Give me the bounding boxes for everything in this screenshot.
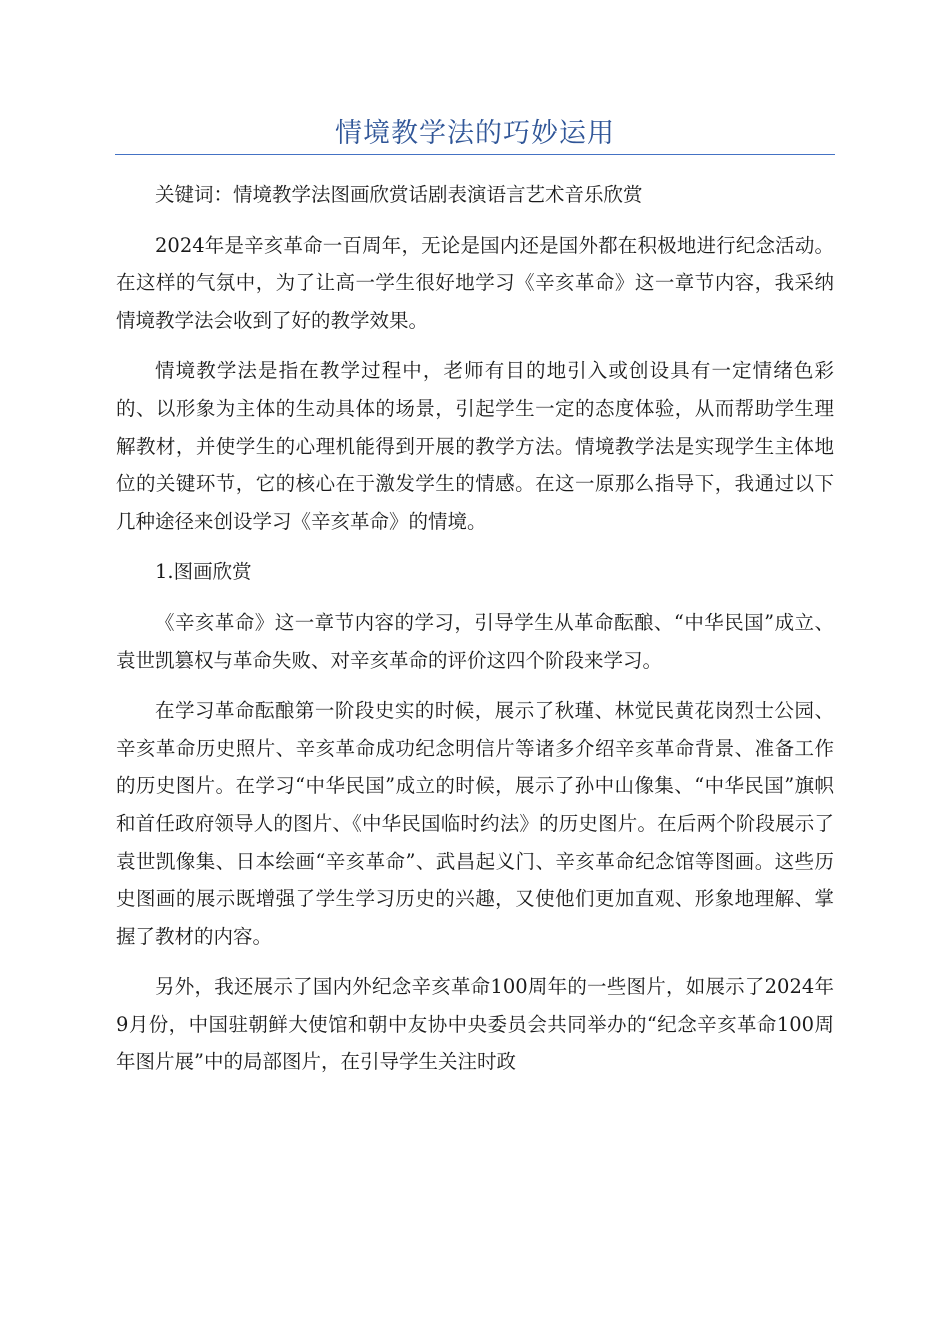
- document-title: 情境教学法的巧妙运用: [335, 118, 615, 149]
- paragraph: 另外，我还展示了国内外纪念辛亥革命100周年的一些图片，如展示了2024年9月份，中国驻朝鲜大使馆和朝中友协中央委员会共同举办的“纪念辛亥革命100周年图片展”中的局部图片，在引导学生关注时政: [116, 975, 834, 1074]
- keywords-line: 关键词：情境教学法图画欣赏话剧表演语言艺术音乐欣赏: [155, 183, 643, 206]
- paragraph: 2024年是辛亥革命一百周年，无论是国内还是国外都在积极地进行纪念活动。在这样的气氛中，为了让高一学生很好地学习《辛亥革命》这一章节内容，我采纳情境教学法会收到了好的教学效果。: [116, 233, 834, 332]
- title-underline: [115, 154, 835, 155]
- paragraph: 在学习革命酝酿第一阶段史实的时候，展示了秋瑾、林觉民黄花岗烈士公园、辛亥革命历史照片、辛亥革命成功纪念明信片等诸多介绍辛亥革命背景、准备工作的历史图片。在学习“中华民国”成立的时候，展示了孙中山像集、“中华民国”旗帜和首任政府领导人的图片、《中华民国临时约法》的历史图片。在后两个阶段展示了袁世凯像集、日本绘画“辛亥革命”、武昌起义门、辛亥革命纪念馆等图画。这些历史图画的展示既增强了学生学习历史的兴趣，又使他们更加直观、形象地理解、掌握了教材的内容。: [116, 699, 834, 948]
- paragraph: 《辛亥革命》这一章节内容的学习，引导学生从革命酝酿、“中华民国”成立、袁世凯篡权与革命失败、对辛亥革命的评价这四个阶段来学习。: [116, 610, 834, 672]
- section-heading: 1.图画欣赏: [155, 560, 252, 584]
- document-body: [116, 176, 834, 1094]
- paragraph: 情境教学法是指在教学过程中，老师有目的地引入或创设具有一定情绪色彩的、以形象为主体的生动具体的场景，引起学生一定的态度体验，从而帮助学生理解教材，并使学生的心理机能得到开展的教学方法。情境教学法是实现学生主体地位的关键环节，它的核心在于激发学生的情感。在这一原那么指导下，我通过以下几种途径来创设学习《辛亥革命》的情境。: [116, 359, 834, 533]
